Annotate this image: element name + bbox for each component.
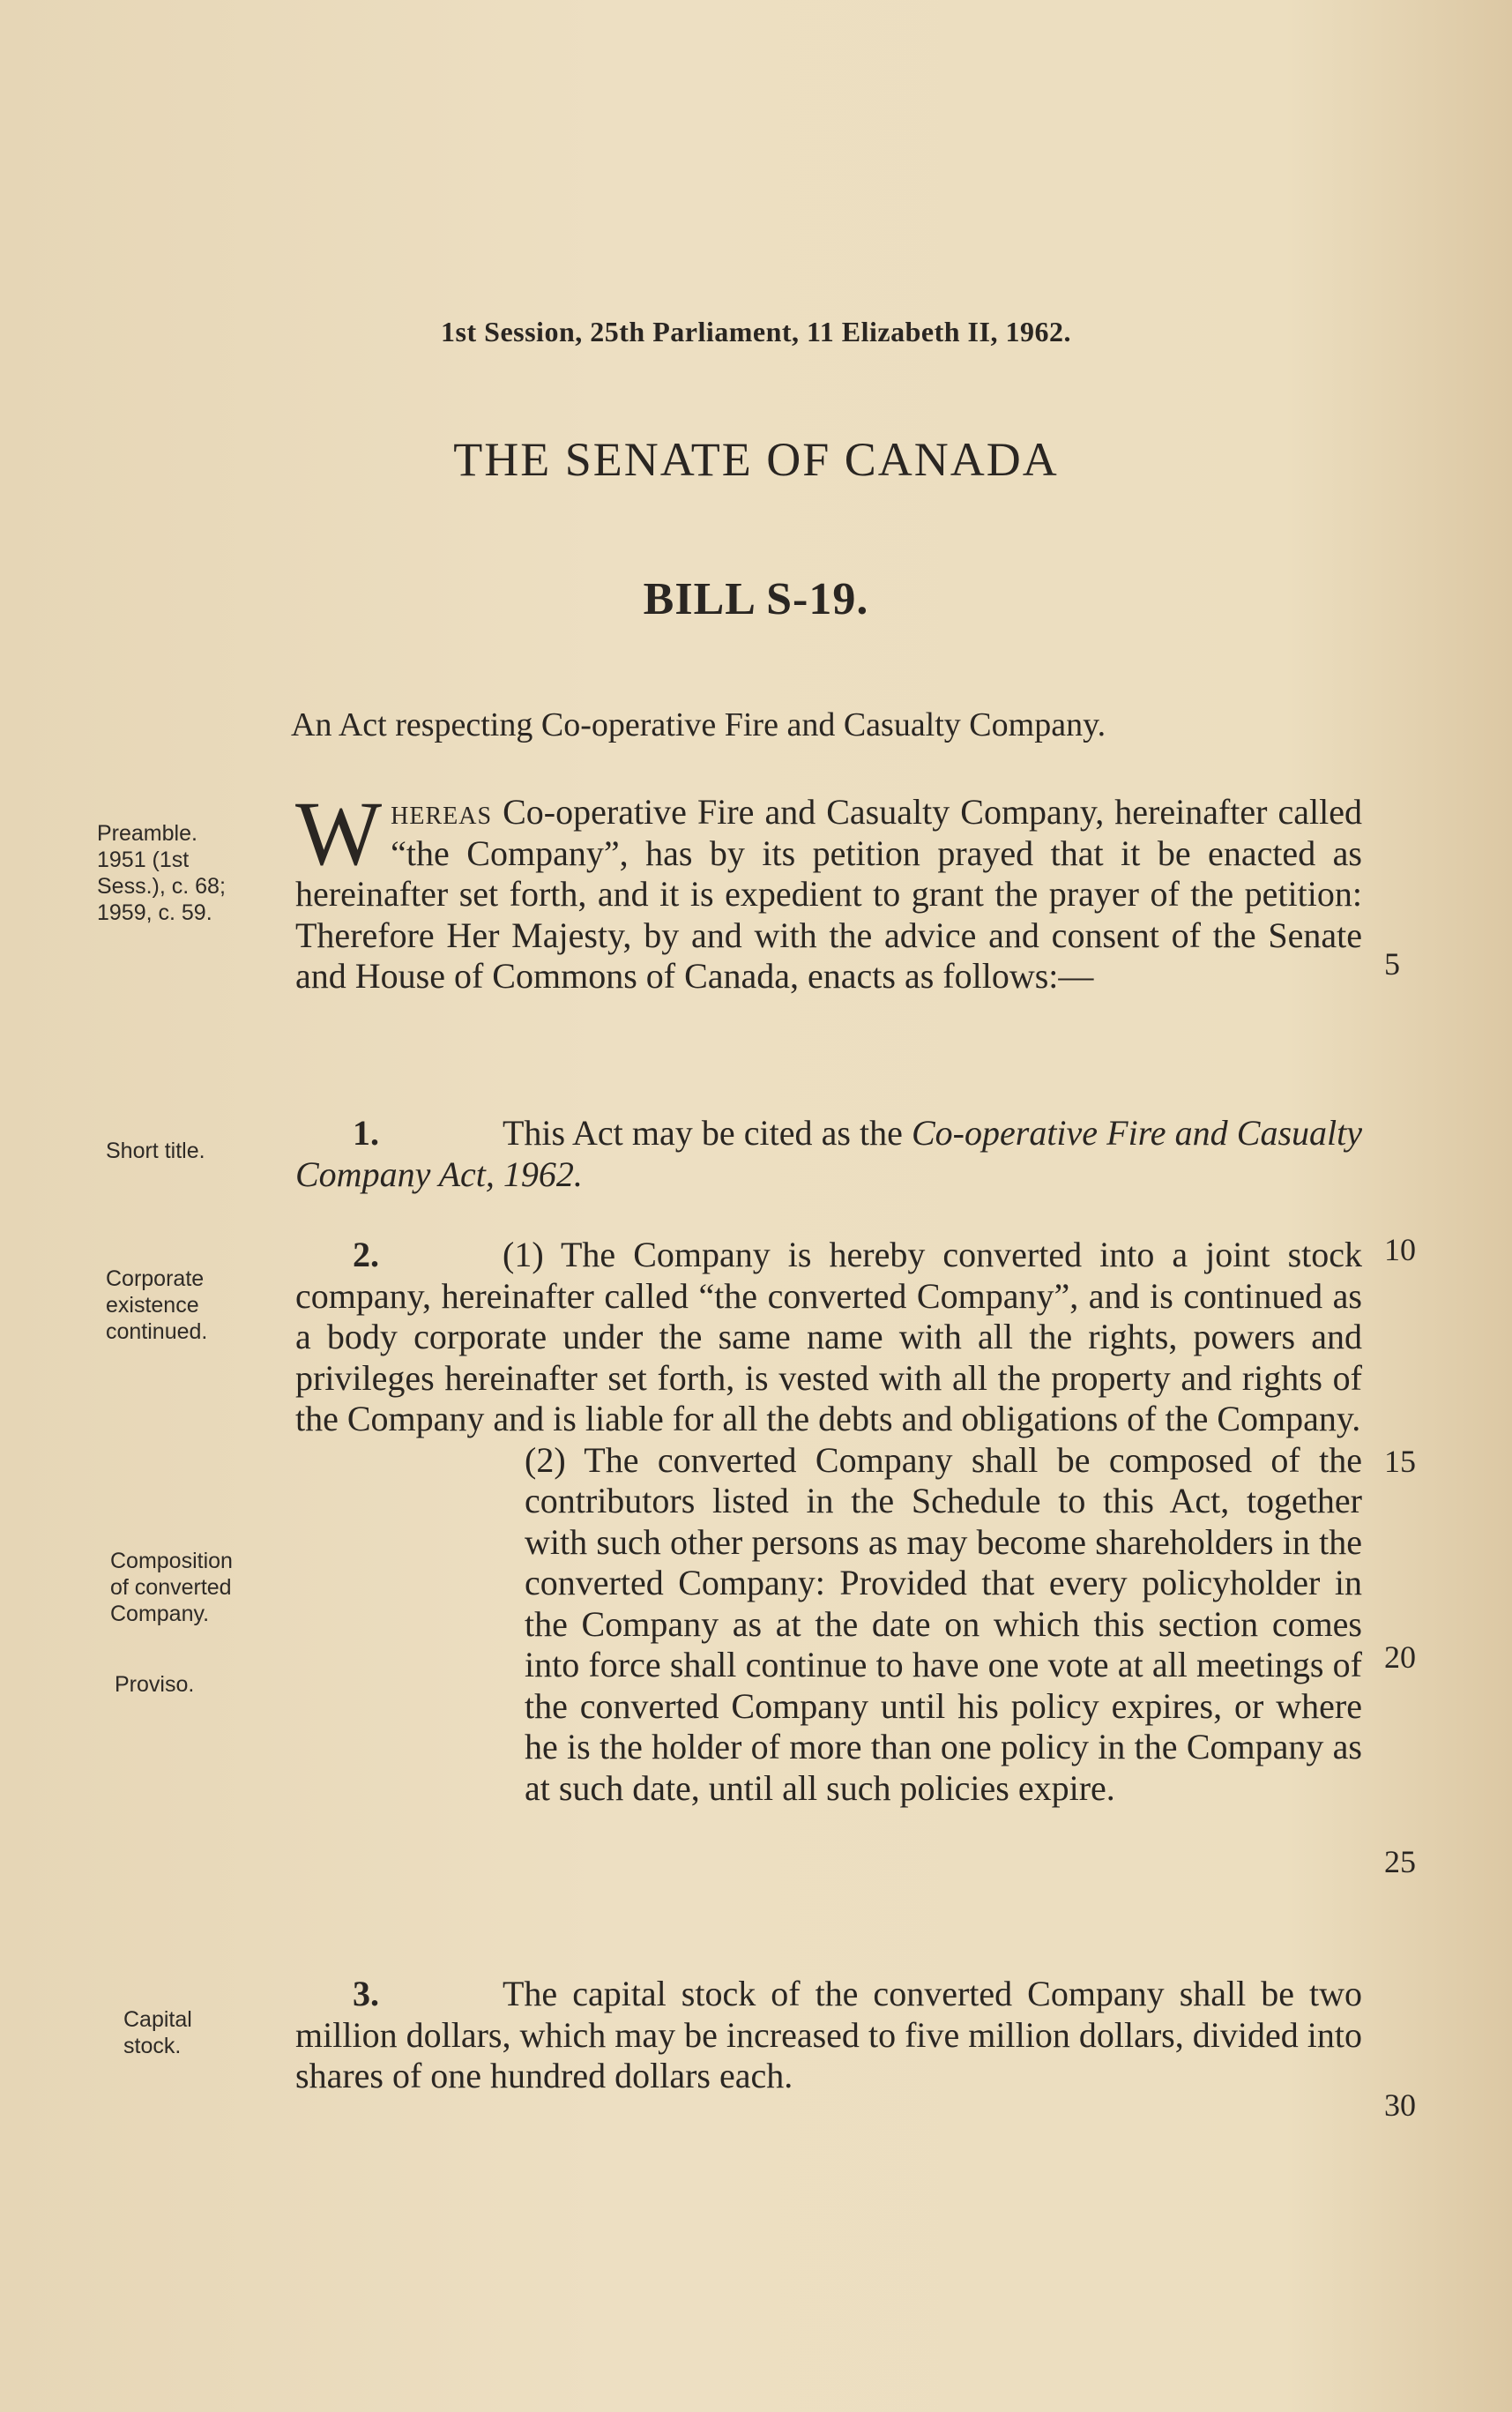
preamble-text: Co-operative Fire and Casualty Company, hereinafter called “the Company”, has by its petition prayed that it be enacted as hereinafter set forth, and it is expedient to grant the prayer of the petition: Therefore Her Majesty, by and with the advice and consent of the Senate and House of Commons of Canada, enacts as follows:— (295, 792, 1362, 996)
margin-preamble-ref-2: Sess.), c. 68; (97, 874, 226, 899)
margin-note-proviso (115, 1671, 194, 1698)
margin-corporate-2: existence (106, 1293, 199, 1318)
margin-composition-2: of converted (110, 1575, 232, 1600)
line-number-20: 20 (1384, 1639, 1416, 1675)
line-number-30: 30 (1384, 2087, 1416, 2123)
margin-preamble-label: Preamble. (97, 821, 197, 846)
margin-preamble-ref-1: 1951 (1st (97, 848, 190, 872)
margin-capital-2: stock. (123, 2034, 182, 2058)
bill-number: BILL S-19. (643, 574, 869, 624)
margin-preamble-ref-3: 1959, c. 59. (97, 900, 212, 925)
section-1-short-title: Co-operative Fire and Casualty Company Act, 1962. (295, 1113, 1363, 1194)
section-3-number: 3. (353, 1974, 379, 2013)
margin-capital-1: Capital (123, 2007, 192, 2032)
margin-proviso-label: Proviso. (115, 1672, 195, 1697)
section-1-number: 1. (353, 1113, 379, 1153)
act-title: An Act respecting Co-operative Fire and Casualty Company. (291, 706, 1106, 743)
line-number-5: 5 (1384, 946, 1400, 982)
line-number-15: 15 (1384, 1444, 1416, 1479)
preamble-paragraph (295, 783, 1362, 997)
margin-composition-1: Composition (110, 1549, 233, 1573)
margin-note-preamble (97, 820, 226, 926)
session-header: 1st Session, 25th Parliament, 11 Elizabeth II, 1962. (441, 316, 1071, 347)
section-2-subsection-1: (1) The Company is hereby converted into a joint stock company, hereinafter called “the converted Company”, and is continued as a body corporate under the same name with all the rights, powers and privileges hereinafter set forth, is vested with all the property and rights of the Company and is liable for all the debts and obligations of the Company. (295, 1235, 1362, 1438)
section-3-text: The capital stock of the converted Company shall be two million dollars, which may be increased to five million dollars, divided into shares of one hundred dollars each. (295, 1974, 1362, 2095)
margin-corporate-3: continued. (106, 1319, 208, 1344)
section-2 (295, 1235, 1362, 1809)
preamble-smallcaps: hereas (391, 792, 493, 832)
chamber-title: THE SENATE OF CANADA (453, 433, 1059, 486)
line-number-10: 10 (1384, 1232, 1416, 1267)
margin-note-short-title (106, 1138, 205, 1164)
section-1 (295, 1113, 1362, 1195)
margin-note-capital (123, 2006, 192, 2059)
section-2-number: 2. (353, 1235, 379, 1274)
margin-short-title-label: Short title. (106, 1139, 205, 1163)
margin-note-corporate (106, 1266, 207, 1345)
section-2-subsection-2: (2) The converted Company shall be composed of the contributors listed in the Schedule to this Act, together with such other persons as may become shareholders in the converted Company: Provided that every policyholder in the Company as at the date on which this section comes into force shall continue to have one vote at all meetings of the converted Company until his policy expires, or where he is the holder of more than one policy in the Company as at such date, until all such policies expire. (525, 1439, 1362, 1808)
section-1-text: This Act may be cited as the (503, 1113, 912, 1153)
section-2-subsection-2-paragraph (295, 1440, 1362, 1810)
section-3 (295, 1974, 1362, 2097)
margin-composition-3: Company. (110, 1602, 210, 1626)
line-number-25: 25 (1384, 1844, 1416, 1879)
margin-corporate-1: Corporate (106, 1266, 205, 1291)
preamble-dropcap: W (295, 783, 383, 885)
margin-note-composition (110, 1548, 233, 1627)
